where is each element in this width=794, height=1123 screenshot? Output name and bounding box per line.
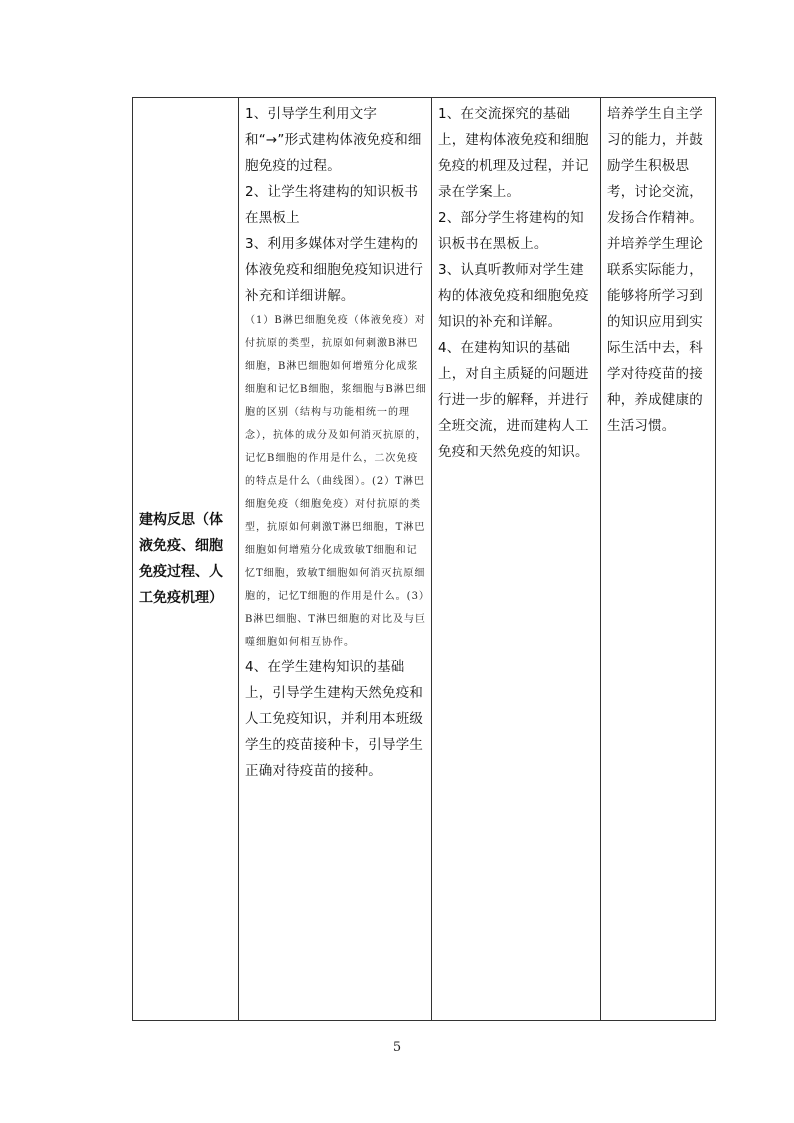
student-step-1: 1、在交流探究的基础上，建构体液免疫和细胞免疫的机理及过程，并记录在学案上。 xyxy=(438,106,589,200)
teacher-step-3: 3、利用多媒体对学生建构的体液免疫和细胞免疫知识进行补充和详细讲解。 xyxy=(245,236,424,304)
student-activity-cell xyxy=(432,98,601,1021)
stage-cell xyxy=(133,98,239,1021)
teacher-step-2: 2、让学生将建构的知识板书在黑板上 xyxy=(245,184,419,226)
teacher-step-3-detail: （1）B淋巴细胞免疫（体液免疫）对付抗原的类型，抗原如何刺激B淋巴细胞，B淋巴细胞如何增殖分化成浆细胞和记忆B细胞，浆细胞与B淋巴细胞的区别（结构与功能相统一的理念），抗体的成分及如何消灭抗原的，记忆B细胞的作用是什么，二次免疫的特点是什么（曲线图）。(2）T淋巴细胞免疫（细胞免疫）对付抗原的类型，抗原如何刺激T淋巴细胞，T淋巴细胞如何增殖分化成致敏T细胞和记忆T细胞，致敏T细胞如何消灭抗原细胞的，记忆T细胞的作用是什么。(3）B淋巴细胞、T淋巴细胞的对比及与巨噬细胞如何相互协作。 xyxy=(245,315,427,648)
lesson-plan-table xyxy=(132,97,716,1021)
design-intent-cell xyxy=(601,98,716,1021)
teacher-step-4: 4、在学生建构知识的基础上，引导学生建构天然免疫和人工免疫知识，并利用本班级学生的疫苗接种卡，引导学生正确对待疫苗的接种。 xyxy=(245,659,424,779)
table-row xyxy=(133,98,716,1021)
student-step-4: 4、在建构知识的基础上，对自主质疑的问题进行进一步的解释，并进行全班交流，进而建构人工免疫和天然免疫的知识。 xyxy=(438,340,589,460)
student-step-3: 3、认真听教师对学生建构的体液免疫和细胞免疫知识的补充和详解。 xyxy=(438,262,589,330)
design-intent-1: 培养学生自主学习的能力，并鼓励学生积极思考，讨论交流，发扬合作精神。 xyxy=(607,106,703,226)
page-number: 5 xyxy=(392,1040,402,1055)
design-intent-2: 并培养学生理论联系实际能力，能够将所学习到的知识应用到实际生活中去，科学对待疫苗的接种，养成健康的生活习惯。 xyxy=(607,236,703,434)
teacher-activity-cell xyxy=(239,98,432,1021)
student-step-2: 2、部分学生将建构的知识板书在黑板上。 xyxy=(438,210,584,252)
stage-label: 建构反思（体液免疫、细胞免疫过程、人工免疫机理） xyxy=(139,512,223,606)
teacher-step-1: 1、引导学生利用文字和“→”形式建构体液免疫和细胞免疫的过程。 xyxy=(245,106,422,174)
